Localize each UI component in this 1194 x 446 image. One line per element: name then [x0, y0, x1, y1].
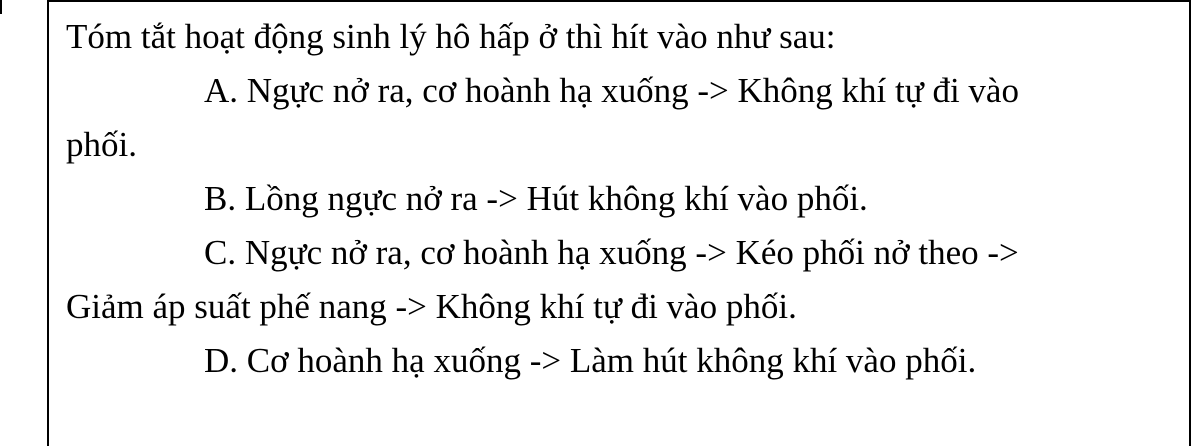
- option-a-line1: A. Ngực nở ra, cơ hoành hạ xuống -> Không khí tự đi vào: [204, 71, 1019, 110]
- option-a-line2: phối.: [66, 125, 137, 164]
- table-right-border: [1189, 0, 1191, 446]
- option-b-line1: B. Lồng ngực nở ra -> Hút không khí vào phối.: [204, 179, 868, 218]
- table-top-border: [47, 0, 1191, 2]
- option-c-line1: C. Ngực nở ra, cơ hoành hạ xuống -> Kéo phối nở theo ->: [204, 233, 1019, 272]
- question-cell: [66, 10, 1176, 388]
- table-left-border: [47, 0, 49, 446]
- option-c-line2: Giảm áp suất phế nang -> Không khí tự đi vào phối.: [66, 287, 797, 326]
- table-corner-border: [0, 0, 2, 14]
- question-stem: Tóm tắt hoạt động sinh lý hô hấp ở thì hít vào như sau:: [66, 17, 836, 56]
- option-d-line1: D. Cơ hoành hạ xuống -> Làm hút không khí vào phối.: [204, 341, 977, 380]
